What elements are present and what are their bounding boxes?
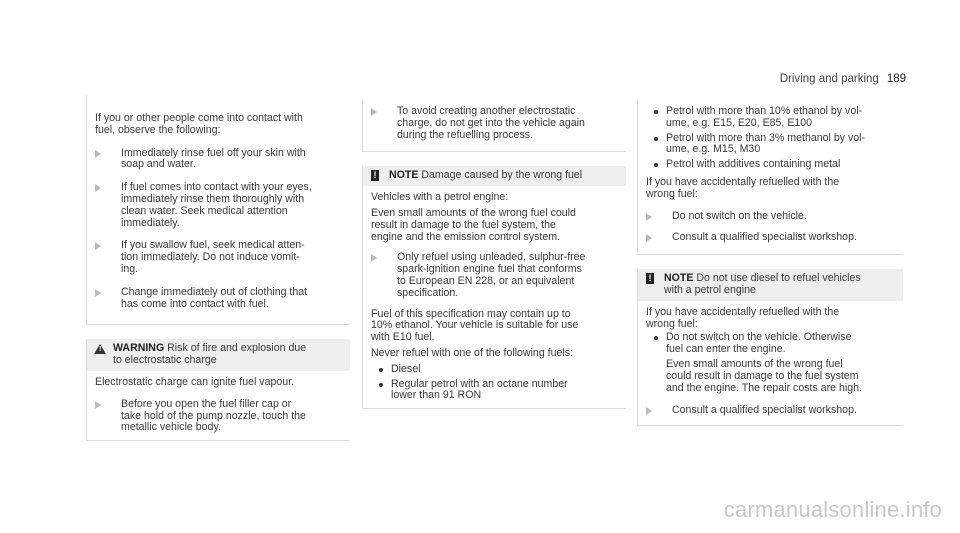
page-number: 189: [886, 73, 906, 85]
arrow-icon: [95, 289, 101, 297]
paragraph: If you have accidentally refuelled with the wrong fuel:: [646, 305, 840, 330]
note-icon: !: [371, 170, 379, 181]
note-header: ! NOTE Damage caused by the wrong fuel: [363, 166, 626, 186]
column-3: [637, 100, 903, 426]
note-icon: !: [646, 273, 654, 284]
column-2: [362, 100, 626, 409]
list-item: Regular petrol with an octane number lower than 91 RON: [379, 379, 614, 403]
intro-text: If you or other people come into contact with fuel, observe the following:: [95, 112, 303, 136]
bullet-dot-icon: [654, 336, 658, 340]
section-title: Driving and parking: [779, 73, 879, 85]
list-item: Only refuel using unleaded, sulphur-free spark-ignition engine fuel that conforms to European EN 228, or an equivalent specification.: [371, 252, 614, 299]
list-item: If fuel comes into contact with your eyes, immediately rinse them thoroughly with clean water. Seek medical attention immediately.: [95, 182, 338, 229]
note-label: NOTE: [664, 272, 694, 285]
arrow-icon: [646, 407, 652, 415]
column-1: [86, 95, 350, 441]
list-item: Do not switch on the vehicle. Otherwise fuel can enter the engine. Even small amounts of the wrong fuel could result in damage to the fuel system and the engine. The repair costs are high.: [654, 332, 891, 394]
fuels-box: [637, 100, 903, 255]
warning-header: ! WARNING Risk of fire and explosion due to electrostatic charge: [87, 339, 350, 371]
bullet-dot-icon: [654, 137, 658, 141]
bullet-dot-icon: [654, 110, 658, 114]
warning-text: Electrostatic charge can ignite fuel vapour.: [95, 375, 295, 388]
electrostatic-box: [362, 100, 626, 152]
list-item: To avoid creating another electrostatic charge, do not get into the vehicle again during the refuelling process.: [371, 106, 614, 141]
warning-label: WARNING: [113, 342, 165, 355]
list-item: Petrol with more than 3% methanol by vol- ume, e.g. M15, M30: [654, 133, 891, 157]
arrow-icon: [646, 234, 652, 242]
arrow-icon: [371, 254, 377, 262]
list-item: Change immediately out of clothing that has come into contact with fuel.: [95, 287, 338, 311]
paragraph: Even small amounts of the wrong fuel could result in damage to the fuel system, the engine and the emission control system.: [371, 206, 576, 243]
list-item: Consult a qualified specialist workshop.: [646, 232, 891, 244]
arrow-icon: [371, 108, 377, 116]
fuel-contact-box: [86, 95, 350, 325]
list-item: Do not switch on the vehicle.: [646, 211, 891, 223]
list-item: Before you open the fuel filler cap or take hold of the pump nozzle, touch the metallic vehicle body.: [95, 399, 338, 434]
list-item: Immediately rinse fuel off your skin with soap and water.: [95, 148, 338, 172]
bullet-dot-icon: [379, 368, 383, 372]
note-box: [637, 269, 903, 426]
bullet-dot-icon: [379, 383, 383, 387]
paragraph: Fuel of this specification may contain up to 10% ethanol. Your vehicle is suitable for use with E10 fuel.: [371, 307, 579, 344]
paragraph: If you have accidentally refuelled with the wrong fuel:: [646, 175, 840, 200]
bullet-dot-icon: [654, 163, 658, 167]
arrow-icon: [95, 401, 101, 409]
warning-box: [86, 339, 350, 441]
list-item: If you swallow fuel, seek medical atten- tion immediately. Do not induce vomit- ing.: [95, 240, 338, 275]
list-item: Diesel: [379, 364, 614, 376]
list-item: Petrol with additives containing metal: [654, 159, 891, 171]
page-header: [780, 74, 906, 86]
arrow-icon: [95, 242, 101, 250]
list-item: Consult a qualified specialist workshop.: [646, 405, 891, 417]
watermark: carmanualsonline.info: [723, 497, 942, 522]
arrow-icon: [95, 184, 101, 192]
note-box: ! NOTE Damage caused by the wrong fuel Vehicles with a petrol engine: Even small amounts of the wrong fuel could result in damage to the fuel system, the engine and the emission control system. Only refuel using unleaded, sulphur-free spark-ignition engine fuel that conforms to European EN 228, or an equivalent specification. Fuel of this specification may contain up to 10% ethanol. Your vehicle is suitable for use with E10 fuel. Never refuel with one of the following fuels: Diesel Regular petrol with an octane number lower than 91 RON: [362, 166, 626, 409]
list-item: Petrol with more than 10% ethanol by vol- ume, e.g. E15, E20, E85, E100: [654, 106, 891, 130]
warning-triangle-icon: !: [94, 344, 106, 354]
note-label: NOTE: [389, 169, 419, 182]
note-header: ! NOTE Do not use diesel to refuel vehicles with a petrol engine: [638, 269, 903, 301]
arrow-icon: [95, 150, 101, 158]
arrow-icon: [646, 213, 652, 221]
